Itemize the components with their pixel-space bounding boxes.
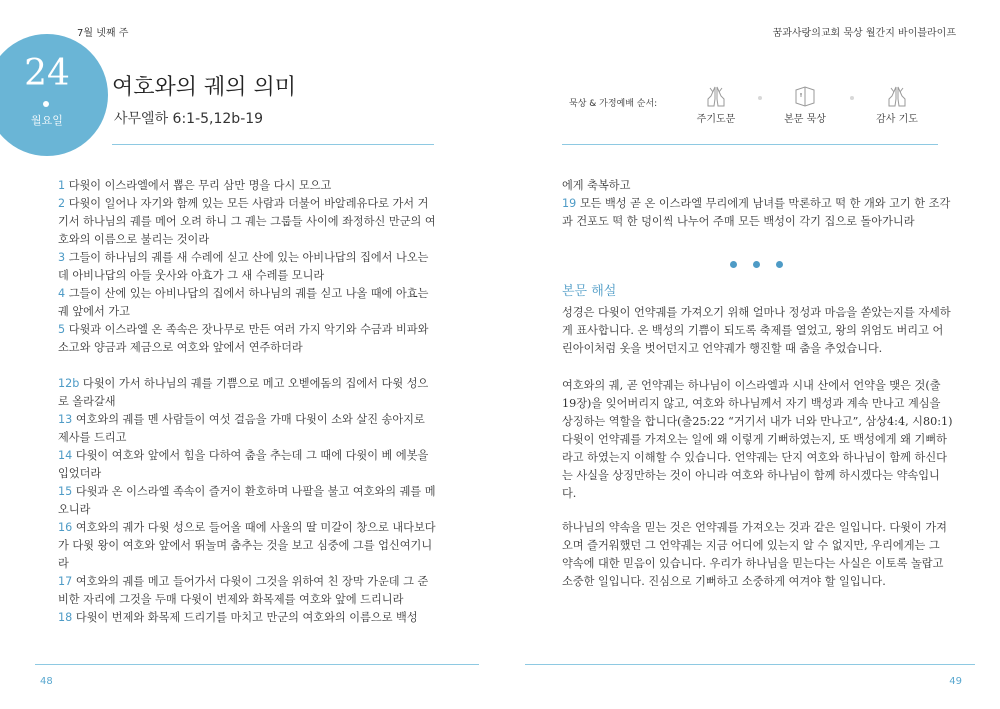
date-weekday: 월요일 (31, 114, 63, 127)
step-label: 감사 기도 (876, 114, 918, 125)
step-label: 주기도문 (696, 114, 736, 125)
bible-icon (792, 84, 818, 108)
verse-number: 1 (58, 179, 66, 192)
commentary-paragraph: 여호와의 궤, 곧 언약궤는 하나님이 이스라엘과 시내 산에서 언약을 맺은 것(출19장)을 잊어버리지 않고, 여호와 하나님께서 자기 백성과 계속 만나고 계심을 상징하는 역할을 합니다(출25:22 “거기서 내가 너와 만나고”, 삼상4:4, 시80:1) 다윗이 언약궤를 가져오는 일에 왜 이렇게 기뻐하였는지, 또 백성에게 왜 기뻐하라고 하였는지 이해할 수 있습니다. 언약궤는 단지 여호와 하나님이 함께 하신다는 사실을 상징만하는 것이 아니라 여호와 하나님이 함께 하시겠다는 약속입니다. (562, 379, 953, 500)
running-head-magazine: 꿈과사랑의교회 묵상 월간지 바이블라이프 (772, 28, 956, 39)
verse-text: 다윗과 온 이스라엘 족속이 즐거이 환호하며 나팔을 불고 여호와의 궤를 메오니라 (58, 485, 436, 516)
devotion-order-label: 묵상 & 가정예배 순서: (569, 99, 658, 109)
right-page (500, 0, 1000, 709)
step-lords-prayer (681, 84, 751, 125)
step-separator-dot (758, 96, 762, 100)
verse-text: 다윗이 가서 하나님의 궤를 기쁨으로 메고 오벧에돔의 집에서 다윗 성으로 올라갈새 (58, 377, 429, 408)
running-head-week: 7월 넷째 주 (77, 28, 129, 39)
step-separator-dot (850, 96, 854, 100)
verse (58, 321, 438, 357)
page-title: 여호와의 궤의 의미 (112, 75, 297, 100)
verse (58, 519, 438, 573)
verse-number: 14 (58, 449, 73, 462)
verse (58, 483, 438, 519)
verse (58, 195, 438, 249)
section-ornament-dots (730, 253, 799, 272)
verse (58, 447, 438, 483)
step-text-meditation (770, 84, 840, 125)
verse-number: 18 (58, 611, 73, 624)
verse-text: 여호와의 궤가 다윗 성으로 들어올 때에 사울의 딸 미갈이 창으로 내다보다가 다윗 왕이 여호와 앞에서 뛰놀며 춤추는 것을 보고 심중에 그를 업신여기니라 (58, 521, 436, 570)
verse-text: 여호와의 궤를 멘 사람들이 여섯 걸음을 가매 다윗이 소와 살진 송아지로 제사를 드리고 (58, 413, 425, 444)
verse-number: 12b (58, 377, 80, 390)
verse-number: 3 (58, 251, 66, 264)
verse (58, 411, 438, 447)
verse-number: 13 (58, 413, 73, 426)
verse-text: 모든 백성 곧 온 이스라엘 무리에게 남녀를 막론하고 떡 한 개와 고기 한 조각과 건포도 떡 한 덩이씩 나누어 주매 모든 백성이 각기 집으로 돌아가니라 (562, 197, 951, 228)
verse-text: 다윗과 이스라엘 온 족속은 잣나무로 만든 여러 가지 악기와 수금과 비파와 소고와 양금과 제금으로 여호와 앞에서 연주하더라 (58, 323, 429, 354)
verse-number: 5 (58, 323, 66, 336)
verse (58, 573, 438, 609)
header-divider (562, 144, 938, 145)
verse-text: 여호와의 궤를 메고 들어가서 다윗이 그것을 위하여 친 장막 가운데 그 준비한 자리에 그것을 두매 다윗이 번제와 화목제를 여호와 앞에 드리니라 (58, 575, 429, 606)
step-thanksgiving-prayer (862, 84, 932, 125)
continued-verse-text: 에게 축복하고 (562, 179, 631, 192)
date-day: 24 (24, 53, 70, 94)
page-number: 48 (40, 676, 53, 687)
scripture-reference: 사무엘하 6:1-5,12b-19 (114, 111, 264, 127)
date-dot (43, 101, 49, 107)
footer-divider (525, 664, 975, 665)
verse-number: 17 (58, 575, 73, 588)
verse (58, 375, 438, 411)
verse-text: 그들이 산에 있는 아비나답의 집에서 하나님의 궤를 싣고 나올 때에 아효는 궤 앞에서 가고 (58, 287, 429, 318)
praying-hands-icon (703, 84, 729, 108)
verse (58, 285, 438, 321)
verse-text: 그들이 하나님의 궤를 새 수레에 싣고 산에 있는 아비나답의 집에서 나오는데 아비나답의 아들 웃사와 아효가 그 새 수레를 모니라 (58, 251, 429, 282)
scripture-passage (58, 177, 438, 627)
verse (562, 195, 954, 231)
verse-text: 다윗이 여호와 앞에서 힘을 다하여 춤을 추는데 그 때에 다윗이 베 에봇을 입었더라 (58, 449, 429, 480)
verse-number: 15 (58, 485, 73, 498)
footer-divider (35, 664, 479, 665)
verse-number: 4 (58, 287, 66, 300)
verse (58, 249, 438, 285)
commentary-paragraph: 하나님의 약속을 믿는 것은 언약궤를 가져오는 것과 같은 일입니다. 다윗이 가져오며 즐거워했던 그 언약궤는 지금 어디에 있는지 알 수 없지만, 우리에게는 그 약속에 대한 믿음이 있습니다. 우리가 하나님을 믿는다는 사실은 이토록 놀랍고 소중한 일입니다. 진심으로 기뻐하고 소중하게 여겨야 할 일입니다. (562, 521, 947, 588)
title-divider (112, 144, 434, 145)
verse-number: 19 (562, 197, 577, 210)
verse-number: 2 (58, 197, 66, 210)
verse-text: 다윗이 번제와 화목제 드리기를 마치고 만군의 여호와의 이름으로 백성 (75, 611, 418, 624)
verse-text: 다윗이 일어나 자기와 함께 있는 모든 사람과 더불어 바알레유다로 가서 거기서 하나님의 궤를 메어 오려 하니 그 궤는 그룹들 사이에 좌정하신 만군의 여호와의 이름으로 불리는 것이라 (58, 197, 436, 246)
verse (58, 177, 438, 195)
commentary-paragraph: 성경은 다윗이 언약궤를 가져오기 위해 얼마나 정성과 마음을 쏟았는지를 자세하게 표사합니다. 온 백성의 기쁨이 되도록 축제를 열었고, 왕의 위엄도 버리고 어린아이처럼 옷을 벗어던지고 언약궤가 행진할 때 춤을 추었습니다. (562, 306, 951, 355)
page-number: 49 (949, 676, 962, 687)
praying-hands-icon (884, 84, 910, 108)
verse-number: 16 (58, 521, 73, 534)
verse-text: 다윗이 이스라엘에서 뽑은 무리 삼만 명을 다시 모으고 (68, 179, 332, 192)
verse (58, 609, 438, 627)
section-heading: 본문 해설 (562, 284, 617, 299)
scripture-continuation (562, 177, 954, 231)
step-label: 본문 묵상 (784, 114, 826, 125)
date-badge (0, 34, 108, 156)
